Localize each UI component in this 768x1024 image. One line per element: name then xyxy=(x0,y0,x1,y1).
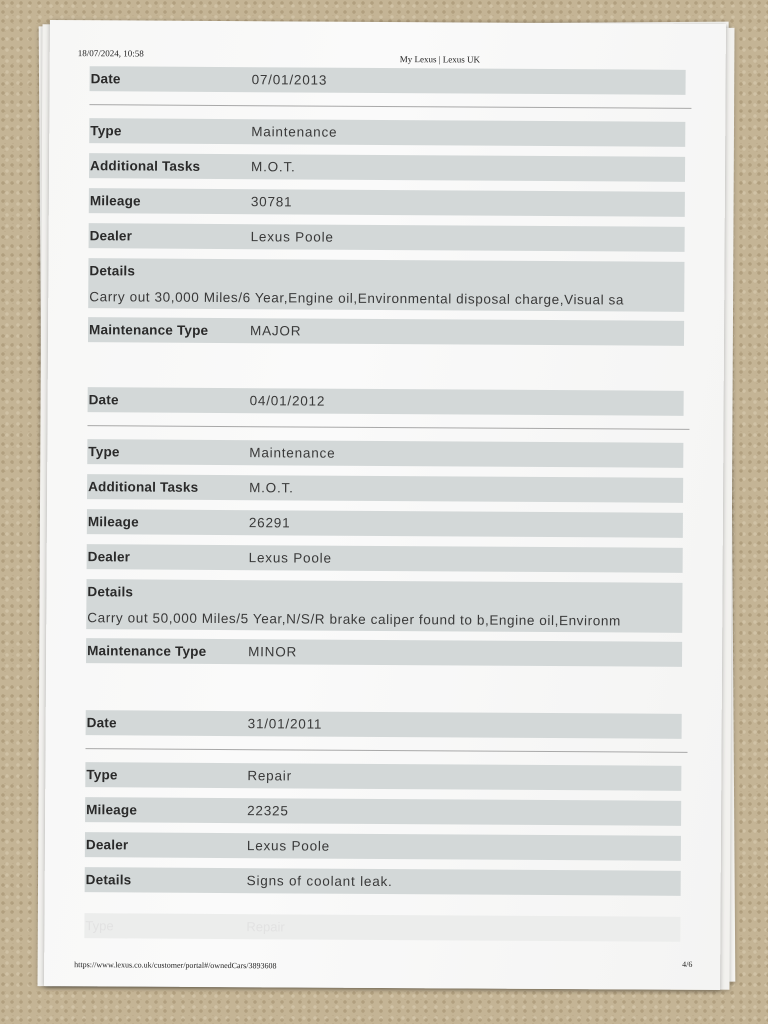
dealer-value: Lexus Poole xyxy=(246,838,331,854)
details-value: Carry out 50,000 Miles/5 Year,N/S/R brake caliper found to b,Engine oil,Environm xyxy=(87,610,621,629)
dealer-row xyxy=(85,832,681,861)
dealer-value: Lexus Poole xyxy=(248,550,332,566)
date-label: Date xyxy=(86,715,117,731)
date-label: Date xyxy=(90,71,121,87)
cut-off-row xyxy=(84,913,680,942)
date-value: 07/01/2013 xyxy=(251,72,328,88)
type-row xyxy=(87,439,683,468)
type-label: Type xyxy=(88,444,120,460)
mileage-value: 30781 xyxy=(250,194,293,210)
type-label: Type xyxy=(86,767,118,783)
details-label: Details xyxy=(85,872,132,888)
additional-tasks-label: Additional Tasks xyxy=(90,158,201,174)
additional-tasks-row xyxy=(87,474,683,503)
dealer-value: Lexus Poole xyxy=(250,229,334,245)
details-row xyxy=(86,579,682,633)
service-record xyxy=(89,66,692,339)
record-divider xyxy=(86,748,688,753)
print-timestamp: 18/07/2024, 10:58 xyxy=(77,48,144,59)
additional-tasks-label: Additional Tasks xyxy=(88,479,199,495)
additional-tasks-row xyxy=(89,153,685,182)
service-record xyxy=(85,710,688,890)
print-footer-url: https://www.lexus.co.uk/customer/portal#/ownedCars/3893608 xyxy=(74,960,277,971)
dealer-row xyxy=(87,544,683,573)
maintenance-type-value: MINOR xyxy=(248,644,298,660)
date-value: 04/01/2012 xyxy=(249,393,326,409)
maintenance-type-row xyxy=(88,317,684,346)
maintenance-type-row xyxy=(86,638,682,667)
date-value: 31/01/2011 xyxy=(247,716,323,732)
details-label: Details xyxy=(87,584,134,600)
page-number: 4/6 xyxy=(682,959,693,969)
printed-page xyxy=(44,20,726,990)
dealer-label: Dealer xyxy=(87,549,131,565)
type-value: Maintenance xyxy=(251,124,338,140)
date-row xyxy=(88,387,684,416)
mileage-row xyxy=(89,188,685,217)
details-value: Signs of coolant leak. xyxy=(246,873,393,890)
type-value: Maintenance xyxy=(249,445,336,461)
date-label: Date xyxy=(88,392,119,408)
maintenance-type-value: MAJOR xyxy=(250,323,302,339)
details-value: Carry out 30,000 Miles/6 Year,Engine oil,Environmental disposal charge,Visual sa xyxy=(89,289,625,308)
additional-tasks-value: M.O.T. xyxy=(251,159,296,175)
mileage-row xyxy=(87,509,683,538)
print-page-title: My Lexus | Lexus UK xyxy=(399,54,481,65)
additional-tasks-value: M.O.T. xyxy=(249,480,294,496)
mileage-value: 26291 xyxy=(248,515,291,531)
cut-off-row-value: Repair xyxy=(246,919,285,935)
maintenance-type-label: Maintenance Type xyxy=(87,643,207,659)
details-row xyxy=(85,867,681,896)
date-row xyxy=(90,66,686,95)
type-row xyxy=(89,118,685,147)
date-row xyxy=(86,710,682,739)
mileage-label: Mileage xyxy=(89,193,141,209)
type-row xyxy=(85,762,681,791)
mileage-value: 22325 xyxy=(247,803,289,819)
service-record xyxy=(87,387,690,660)
record-divider xyxy=(89,104,691,109)
cut-off-row-label: Type xyxy=(85,918,114,934)
record-divider xyxy=(87,425,689,430)
mileage-label: Mileage xyxy=(86,802,138,818)
type-label: Type xyxy=(90,123,122,139)
details-label: Details xyxy=(89,263,136,279)
type-value: Repair xyxy=(247,768,292,784)
dealer-label: Dealer xyxy=(89,228,133,244)
maintenance-type-label: Maintenance Type xyxy=(89,322,209,338)
mileage-label: Mileage xyxy=(87,514,139,530)
dealer-label: Dealer xyxy=(85,837,129,853)
dealer-row xyxy=(89,223,685,252)
mileage-row xyxy=(85,797,681,826)
details-row xyxy=(88,258,684,312)
